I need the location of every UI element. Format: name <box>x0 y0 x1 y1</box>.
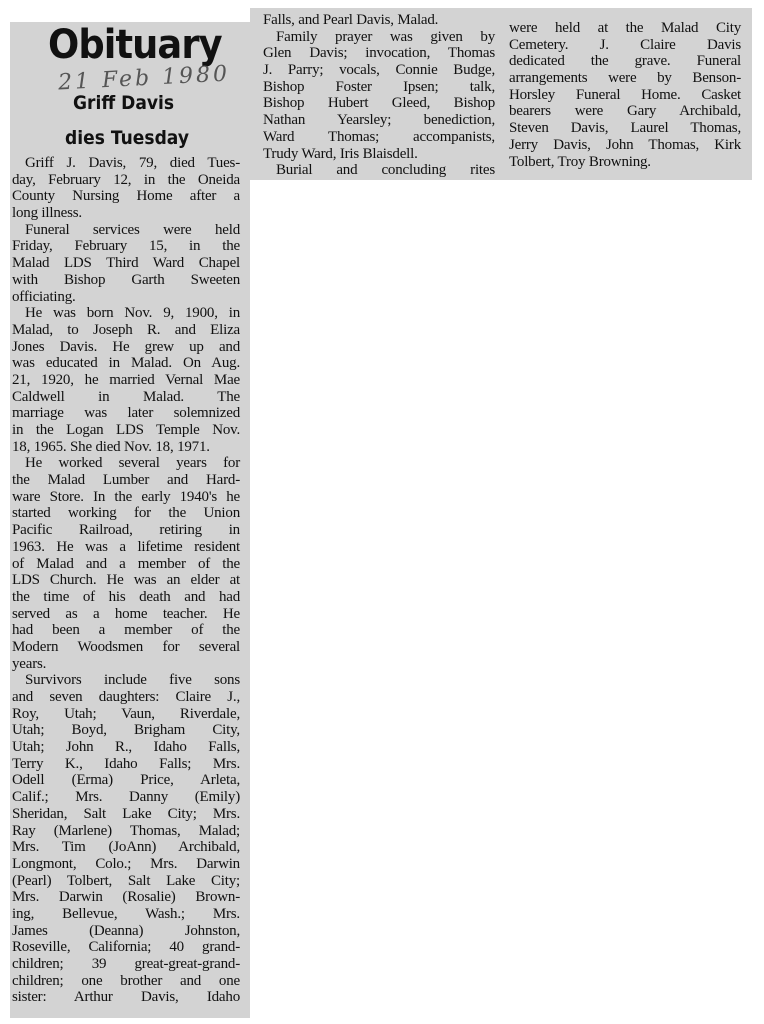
text-line: Roseville, California; 40 grand- <box>12 939 240 956</box>
text-line: LDS Church. He was an elder at <box>12 572 240 589</box>
text-line: Utah; Boyd, Brigham City, <box>12 722 240 739</box>
text-line: Longmont, Colo.; Mrs. Darwin <box>12 855 240 872</box>
text-line: was educated in Malad. On Aug. <box>12 355 240 372</box>
paragraph <box>263 162 495 179</box>
text-line: Falls, and Pearl Davis, Malad. <box>263 12 439 28</box>
text-line: Malad, to Joseph R. and Eliza <box>12 321 240 338</box>
text-line: of Malad and a member of the <box>12 555 240 572</box>
article-column-left <box>12 155 240 1006</box>
text-line: were held at the Malad City <box>509 20 741 36</box>
text-line: sister: Arthur Davis, Idaho <box>12 989 240 1006</box>
text-line: Terry K., Idaho Falls; Mrs. <box>12 755 240 772</box>
article-column-right-2 <box>509 20 741 170</box>
text-line: (Pearl) Tolbert, Salt Lake City; <box>12 872 240 889</box>
text-line: in the Logan LDS Temple Nov. <box>12 422 240 438</box>
paragraph <box>12 222 240 305</box>
text-line: and seven daughters: Claire J., <box>12 689 240 705</box>
text-line: Trudy Ward, Iris Blaisdell. <box>263 145 418 162</box>
text-line: Malad LDS Third Ward Chapel <box>12 255 240 272</box>
text-line: Jerry Davis, John Thomas, Kirk <box>509 136 741 153</box>
paragraph <box>263 12 495 29</box>
text-line: marriage was later solemnized <box>12 405 240 422</box>
text-line: dedicated the grave. Funeral <box>509 53 741 70</box>
text-line: Funeral services were held <box>25 221 240 238</box>
text-line: ing, Bellevue, Wash.; Mrs. <box>12 905 240 922</box>
text-line: Roy, Utah; Vaun, Riverdale, <box>12 705 240 722</box>
paragraph <box>263 29 495 163</box>
text-line: children; 39 great-great-grand- <box>12 956 240 972</box>
text-line: children; one brother and one <box>12 972 240 989</box>
paragraph <box>12 305 240 455</box>
headline-line-2: dies Tuesday <box>65 127 189 149</box>
text-line: Friday, February 15, in the <box>12 238 240 255</box>
article-column-right-1 <box>263 12 495 179</box>
text-line: bearers were Gary Archibald, <box>509 103 741 120</box>
masthead-title: Obituary <box>48 22 222 68</box>
text-line: Ray (Marlene) Thomas, Malad; <box>12 822 240 839</box>
text-line: started working for the Union <box>12 505 240 522</box>
text-line: officiating. <box>12 288 76 305</box>
text-line: Tolbert, Troy Browning. <box>509 153 651 170</box>
paragraph <box>12 672 240 1006</box>
text-line: Family prayer was given by <box>276 28 495 45</box>
headline-line-1: Griff Davis <box>73 92 175 114</box>
text-line: Mrs. Darwin (Rosalie) Brown- <box>12 889 240 906</box>
text-line: years. <box>12 655 47 672</box>
text-line: Glen Davis; invocation, Thomas <box>263 45 495 62</box>
text-line: Mrs. Tim (JoAnn) Archibald, <box>12 839 240 856</box>
text-line: Sheridan, Salt Lake City; Mrs. <box>12 805 240 822</box>
text-line: Calif.; Mrs. Danny (Emily) <box>12 789 240 806</box>
text-line: long illness. <box>12 205 82 222</box>
text-line: Pacific Railroad, retiring in <box>12 522 240 539</box>
text-line: County Nursing Home after a <box>12 188 240 205</box>
text-line: ware Store. In the early 1940's he <box>12 488 240 505</box>
text-line: had been a member of the <box>12 622 240 639</box>
paragraph <box>12 155 240 222</box>
text-line: Nathan Yearsley; benediction, <box>263 112 495 129</box>
paragraph <box>509 20 741 170</box>
text-line: the time of his death and had <box>12 588 240 605</box>
text-line: Modern Woodsmen for several <box>12 638 240 655</box>
text-line: Odell (Erma) Price, Arleta, <box>12 772 240 789</box>
text-line: Cemetery. J. Claire Davis <box>509 36 741 53</box>
text-line: J. Parry; vocals, Connie Budge, <box>263 62 495 79</box>
text-line: 21, 1920, he married Vernal Mae <box>12 371 240 388</box>
text-line: with Bishop Garth Sweeten <box>12 271 240 288</box>
text-line: 18, 1965. She died Nov. 18, 1971. <box>12 438 210 455</box>
text-line: served as a home teacher. He <box>12 605 240 622</box>
text-line: Survivors include five sons <box>25 672 240 689</box>
text-line: He was born Nov. 9, 1900, in <box>25 305 240 322</box>
text-line: Bishop Hubert Gleed, Bishop <box>263 95 495 112</box>
text-line: Steven Davis, Laurel Thomas, <box>509 120 741 137</box>
text-line: the Malad Lumber and Hard- <box>12 472 240 489</box>
text-line: Horsley Funeral Home. Casket <box>509 86 741 103</box>
text-line: Griff J. Davis, 79, died Tues- <box>25 155 240 171</box>
text-line: arrangements were by Benson- <box>509 70 741 87</box>
text-line: James (Deanna) Johnston, <box>12 922 240 939</box>
text-line: 1963. He was a lifetime resident <box>12 538 240 555</box>
text-line: Burial and concluding rites <box>276 162 495 179</box>
text-line: He worked several years for <box>25 455 240 472</box>
paragraph <box>12 455 240 672</box>
text-line: Bishop Foster Ipsen; talk, <box>263 78 495 95</box>
text-line: Ward Thomas; accompanists, <box>263 128 495 145</box>
text-line: Utah; John R., Idaho Falls, <box>12 739 240 756</box>
handwritten-date: 21 Feb 1980 <box>57 61 231 96</box>
text-line: day, February 12, in the Oneida <box>12 171 240 188</box>
text-line: Jones Davis. He grew up and <box>12 338 240 355</box>
text-line: Caldwell in Malad. The <box>12 388 240 405</box>
